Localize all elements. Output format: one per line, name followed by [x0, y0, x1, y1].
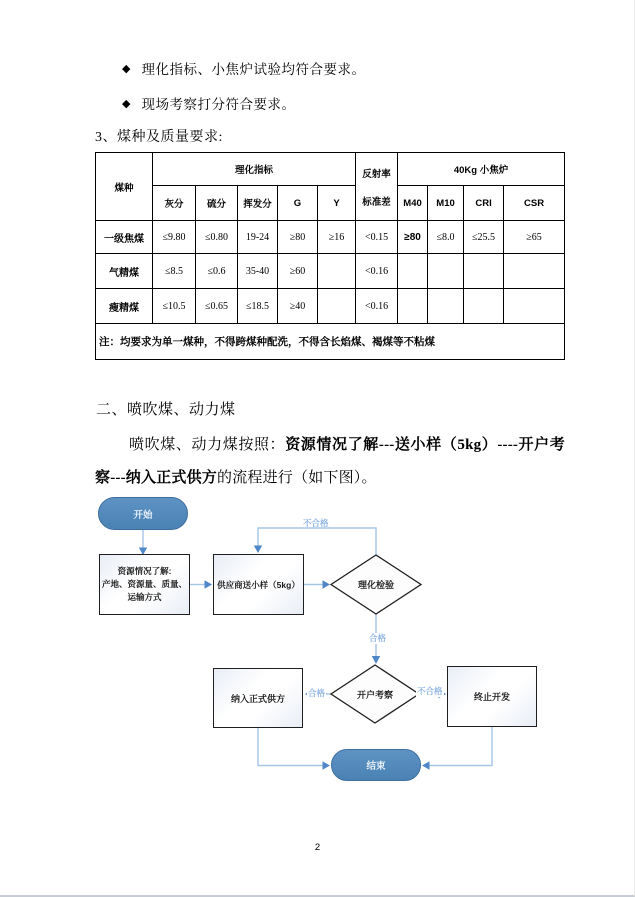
col-group-physchem: 理化指标 — [153, 153, 356, 186]
cell-sulfur: ≤0.65 — [196, 289, 238, 324]
bullet-item — [122, 92, 365, 114]
cell-std: <0.16 — [356, 289, 398, 324]
std-dev-label: 标准差 — [362, 196, 391, 208]
flow-node-resource-info — [99, 554, 190, 615]
flow-node-end: 结束 — [331, 749, 421, 781]
cell-ash: ≤10.5 — [153, 289, 196, 324]
table-row — [96, 221, 565, 254]
section-heading-coal-quality: 3、煤种及质量要求: — [95, 130, 223, 145]
cell-ash: ≤8.5 — [153, 254, 196, 289]
col-header-m10: M10 — [428, 186, 464, 221]
cell-y — [318, 254, 356, 289]
page-number: 2 — [314, 842, 321, 853]
cell-csr: ≥65 — [504, 221, 565, 254]
flow-node-start: 开始 — [98, 497, 188, 530]
flow-decision-physchem-test: 理化检验 — [357, 580, 394, 590]
cell-cri — [464, 254, 504, 289]
cell-volatile: 19-24 — [238, 221, 278, 254]
cell-sulfur: ≤0.6 — [196, 254, 238, 289]
col-header-coal-type: 煤种 — [96, 153, 153, 221]
info-line: 产地、资源量、质量、 — [101, 578, 187, 589]
flow-decision-account-survey: 开户考察 — [356, 689, 393, 700]
cell-m40: ≥80 — [398, 221, 428, 254]
cell-std: <0.16 — [356, 254, 398, 289]
approval-flowchart — [0, 492, 635, 792]
edge-label-pass-mid: 合格 — [369, 633, 387, 643]
bullet-text: 现场考察打分符合要求。 — [141, 97, 296, 112]
cell-csr — [504, 289, 565, 324]
bullet-item — [122, 57, 365, 79]
flow-node-formal-supplier: 纳入正式供方 — [213, 668, 303, 728]
cell-volatile: ≤18.5 — [238, 289, 278, 324]
cell-m40 — [398, 289, 428, 324]
col-header-g: G — [278, 186, 318, 221]
table-row — [96, 289, 565, 324]
info-line: 运输方式 — [127, 592, 162, 603]
diamond-bullet-icon: ◆ — [122, 61, 131, 75]
process-paragraph — [95, 429, 565, 495]
cell-sulfur: ≤0.80 — [196, 221, 238, 254]
cell-y — [318, 289, 356, 324]
cell-g: ≥40 — [278, 289, 318, 324]
info-line: 资源情况了解: — [117, 565, 172, 576]
cell-y: ≥16 — [318, 221, 356, 254]
quality-table — [95, 152, 565, 360]
cell-csr — [504, 254, 565, 289]
cell-volatile: 35-40 — [238, 254, 278, 289]
para-suffix: 的流程进行（如下图）。 — [217, 470, 377, 486]
row-name: 瘦精煤 — [96, 289, 153, 324]
col-header-reflectance — [356, 153, 398, 221]
col-header-y: Y — [318, 186, 356, 221]
col-header-m40: M40 — [398, 186, 428, 221]
flow-node-terminate: 终止开发 — [447, 666, 537, 727]
table-row — [96, 254, 565, 289]
para-bold-flow: 资源情况了解---送小样（5kg）----开户考察---纳入正式供方 — [95, 437, 565, 486]
cell-m10 — [428, 289, 464, 324]
col-header-ash: 灰分 — [153, 186, 196, 221]
cell-g: ≥60 — [278, 254, 318, 289]
para-prefix: 喷吹煤、动力煤按照： — [129, 437, 286, 453]
edge-label-fail-top: 不合格 — [303, 518, 329, 528]
edge-label-pass-left: 合格 — [308, 688, 326, 698]
bullet-text: 理化指标、小焦炉试验均符合要求。 — [141, 62, 366, 77]
cell-cri — [464, 289, 504, 324]
col-group-coke-oven: 40Kg 小焦炉 — [398, 153, 565, 186]
flow-node-send-sample: 供应商送小样（5kg） — [213, 554, 304, 615]
reflectance-label: 反射率 — [362, 168, 391, 180]
col-header-cri: CRI — [464, 186, 504, 221]
cell-cri: ≤25.5 — [464, 221, 504, 254]
col-header-csr: CSR — [504, 186, 565, 221]
table-note: 注：均要求为单一煤种，不得跨煤种配洗，不得含长焰煤、褐煤等不粘煤 — [96, 324, 565, 360]
diamond-bullet-icon: ◆ — [122, 96, 131, 110]
cell-g: ≥80 — [278, 221, 318, 254]
cell-m10 — [428, 254, 464, 289]
edge-label-fail-right: 不合格 — [417, 686, 443, 696]
flowchart-connectors — [0, 492, 635, 792]
row-name: 一级焦煤 — [96, 221, 153, 254]
cell-ash: ≤9.80 — [153, 221, 196, 254]
cell-m10: ≤8.0 — [428, 221, 464, 254]
bullet-list — [122, 57, 365, 127]
col-header-volatile: 挥发分 — [238, 186, 278, 221]
cell-std: <0.15 — [356, 221, 398, 254]
section-heading-pci-coal: 二、喷吹煤、动力煤 — [96, 402, 236, 418]
cell-m40 — [398, 254, 428, 289]
row-name: 气精煤 — [96, 254, 153, 289]
col-header-sulfur: 硫分 — [196, 186, 238, 221]
